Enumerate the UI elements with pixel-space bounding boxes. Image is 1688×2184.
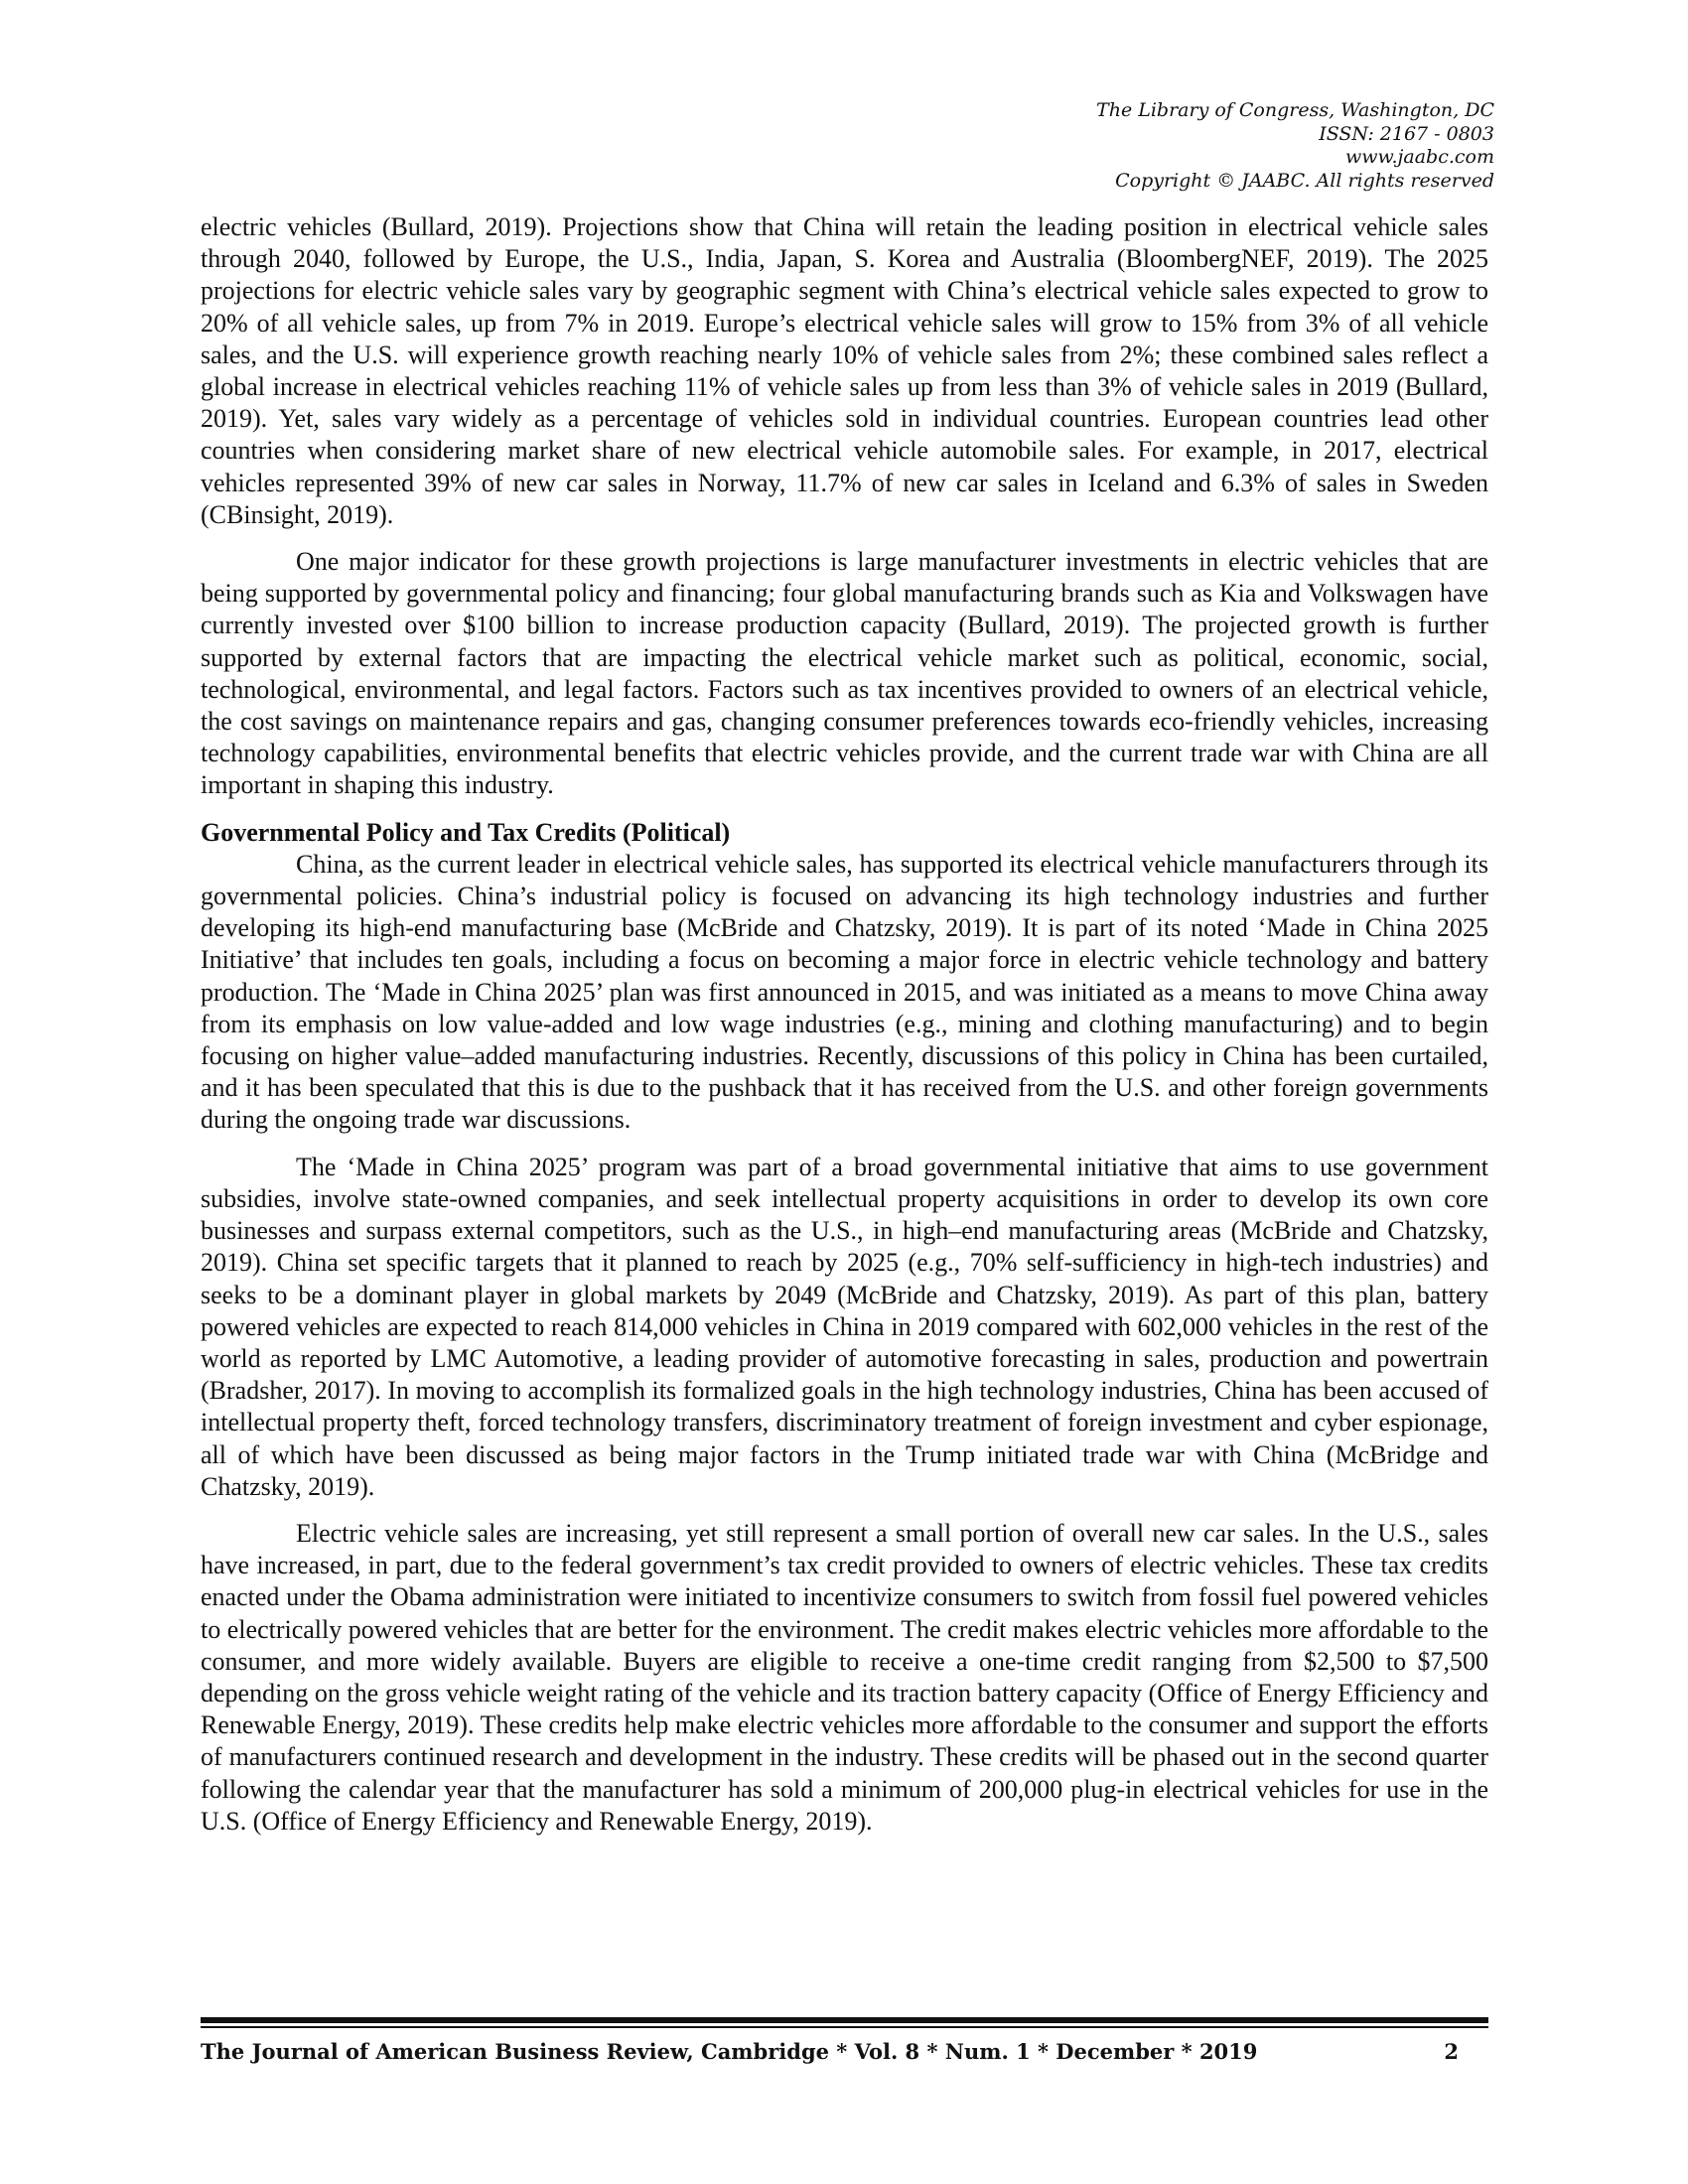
journal-masthead [1096, 99, 1494, 193]
masthead-publisher: The Library of Congress, Washington, DC [1096, 99, 1494, 121]
footer-rule-thick [201, 2017, 1488, 2023]
paragraph-2: One major indicator for these growth projections is large manufacturer investments in electric vehicles that are being supported by governmental policy and financing; four global manufacturing brands such as Kia and Volkswagen have currently invested over $100 billion to increase production capacity (Bullard, 2019). The projected growth is further supported by external factors that are impacting the electrical vehicle market such as political, economic, social, technological, environmental, and legal factors. Factors such as tax incentives provided to owners of an electrical vehicle, the cost savings on maintenance repairs and gas, changing consumer preferences towards eco-friendly vehicles, increasing technology capabilities, environmental benefits that electric vehicles provide, and the current trade war with China are all important in shaping this industry. [201, 547, 1488, 800]
masthead-website: www.jaabc.com [1344, 146, 1494, 168]
article-body [201, 211, 1488, 1838]
paragraph-3: China, as the current leader in electrical vehicle sales, has supported its electrical vehicle manufacturers through its governmental policies. China’s industrial policy is focused on advancing its high technology industries and further developing its high-end manufacturing base (McBride and Chatzsky, 2019). It is part of its noted ‘Made in China 2025 Initiative’ that includes ten goals, including a focus on becoming a major force in electric vehicle technology and battery production. The ‘Made in China 2025’ plan was first announced in 2015, and was initiated as a means to move China away from its emphasis on low value-added and low wage industries (e.g., mining and clothing manufacturing) and to begin focusing on higher value–added manufacturing industries. Recently, discussions of this policy in China has been curtailed, and it has been speculated that this is due to the pushback that it has received from the U.S. and other foreign governments during the ongoing trade war discussions. [201, 849, 1488, 1135]
section-heading: Governmental Policy and Tax Credits (Political) [201, 817, 731, 847]
page-number: 2 [1444, 2039, 1459, 2064]
footer-rule-thin [201, 2026, 1488, 2028]
paragraph-1: electric vehicles (Bullard, 2019). Projections show that China will retain the leading position in electrical vehicle sales through 2040, followed by Europe, the U.S., India, Japan, S. Korea and Australia (BloombergNEF, 2019). The 2025 projections for electric vehicle sales vary by geographic segment with China’s electrical vehicle sales expected to grow to 20% of all vehicle sales, up from 7% in 2019. Europe’s electrical vehicle sales will grow to 15% from 3% of all vehicle sales, and the U.S. will experience growth reaching nearly 10% of vehicle sales from 2%; these combined sales reflect a global increase in electrical vehicles reaching 11% of vehicle sales up from less than 3% of vehicle sales in 2019 (Bullard, 2019). Yet, sales vary widely as a percentage of vehicles sold in individual countries. European countries lead other countries when considering market share of new electrical vehicle automobile sales. For example, in 2017, electrical vehicles represented 39% of new car sales in Norway, 11.7% of new car sales in Iceland and 6.3% of sales in Sweden (CBinsight, 2019). [201, 212, 1488, 529]
paragraph-4: The ‘Made in China 2025’ program was part of a broad governmental initiative that aims to use government subsidies, involve state-owned companies, and seek intellectual property acquisitions in order to develop its own core businesses and surpass external competitors, such as the U.S., in high–end manufacturing areas (McBride and Chatzsky, 2019). China set specific targets that it planned to reach by 2025 (e.g., 70% self-sufficiency in high-tech industries) and seeks to be a dominant player in global markets by 2049 (McBride and Chatzsky, 2019). As part of this plan, battery powered vehicles are expected to reach 814,000 vehicles in China in 2019 compared with 602,000 vehicles in the rest of the world as reported by LMC Automotive, a leading provider of automotive forecasting in sales, production and powertrain (Bradsher, 2017). In moving to accomplish its formalized goals in the high technology industries, China has been accused of intellectual property theft, forced technology transfers, discriminatory treatment of foreign investment and cyber espionage, all of which have been discussed as being major factors in the Trump initiated trade war with China (McBridge and Chatzsky, 2019). [201, 1152, 1488, 1501]
footer-journal-citation: The Journal of American Business Review, Cambridge * Vol. 8 * Num. 1 * December * 2019 [201, 2039, 1258, 2064]
paragraph-5: Electric vehicle sales are increasing, yet still represent a small portion of overall new car sales. In the U.S., sales have increased, in part, due to the federal government’s tax credit provided to owners of electric vehicles. These tax credits enacted under the Obama administration were initiated to incentivize consumers to switch from fossil fuel powered vehicles to electrically powered vehicles that are better for the environment. The credit makes electric vehicles more affordable to the consumer, and more widely available. Buyers are eligible to receive a one-time credit ranging from $2,500 to $7,500 depending on the gross vehicle weight rating of the vehicle and its traction battery capacity (Office of Energy Efficiency and Renewable Energy, 2019). These credits help make electric vehicles more affordable to the consumer and support the efforts of manufacturers continued research and development in the industry. These credits will be phased out in the second quarter following the calendar year that the manufacturer has sold a minimum of 200,000 plug-in electrical vehicles for use in the U.S. (Office of Energy Efficiency and Renewable Energy, 2019). [201, 1518, 1488, 1836]
masthead-copyright: Copyright © JAABC. All rights reserved [1115, 169, 1494, 192]
masthead-issn: ISSN: 2167 - 0803 [1319, 122, 1494, 145]
page-footer [201, 2035, 1488, 2067]
